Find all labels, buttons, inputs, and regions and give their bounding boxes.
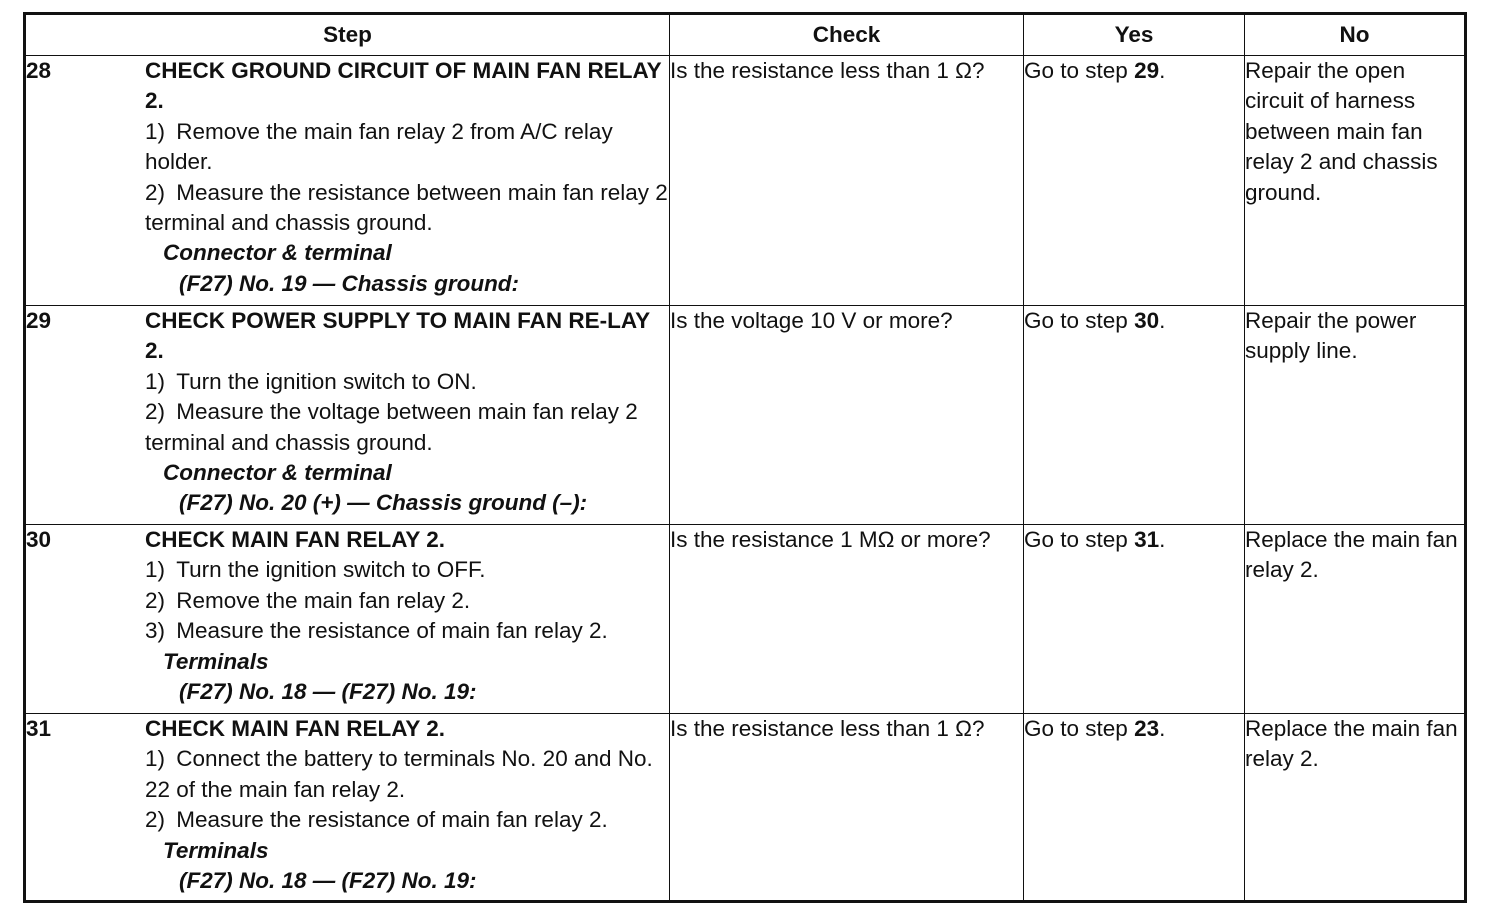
step-number: 29 bbox=[26, 308, 52, 333]
check-cell: Is the resistance less than 1 Ω? bbox=[670, 714, 1024, 902]
step-instruction: 1) Remove the main fan relay 2 from A/C relay holder. bbox=[145, 118, 613, 175]
check-cell: Is the resistance less than 1 Ω? bbox=[670, 56, 1024, 306]
no-cell: Replace the main fan relay 2. bbox=[1245, 714, 1466, 902]
yes-cell bbox=[1024, 56, 1245, 306]
diagnostic-table bbox=[23, 12, 1467, 903]
step-instruction: 1) Connect the battery to terminals No. 20 and No. 22 of the main fan relay 2. bbox=[145, 746, 653, 802]
table-row bbox=[25, 714, 1466, 902]
step-cell bbox=[25, 714, 670, 902]
connector-label: Connector & terminal bbox=[163, 460, 392, 486]
yes-step-link[interactable]: 23 bbox=[1134, 716, 1160, 741]
no-cell: Repair the open circuit of harness between main fan relay 2 and chassis ground. bbox=[1245, 56, 1466, 306]
step-number: 30 bbox=[26, 527, 52, 552]
step-cell bbox=[25, 306, 670, 525]
yes-suffix: . bbox=[1159, 58, 1166, 83]
step-cell bbox=[25, 56, 670, 306]
step-title: CHECK MAIN FAN RELAY 2. bbox=[145, 716, 446, 741]
step-title: CHECK MAIN FAN RELAY 2. bbox=[145, 527, 446, 552]
check-cell: Is the resistance 1 MΩ or more? bbox=[670, 525, 1024, 714]
yes-step-link[interactable]: 30 bbox=[1134, 308, 1160, 333]
step-instruction: 2) Measure the resistance of main fan relay 2. bbox=[145, 807, 608, 833]
connector-label: Connector & terminal bbox=[163, 240, 392, 266]
check-cell: Is the voltage 10 V or more? bbox=[670, 306, 1024, 525]
table-row bbox=[25, 56, 1466, 306]
yes-cell bbox=[1024, 525, 1245, 714]
connector-value: (F27) No. 19 — Chassis ground: bbox=[179, 270, 520, 296]
step-instruction: 2) Measure the voltage between main fan relay 2 terminal and chassis ground. bbox=[145, 399, 638, 455]
step-number: 31 bbox=[26, 716, 52, 741]
yes-cell bbox=[1024, 714, 1245, 902]
no-cell: Repair the power supply line. bbox=[1245, 306, 1466, 525]
yes-prefix: Go to step bbox=[1024, 527, 1135, 552]
yes-step-link[interactable]: 31 bbox=[1134, 527, 1160, 552]
step-instruction: 1) Turn the ignition switch to ON. bbox=[145, 368, 477, 394]
yes-suffix: . bbox=[1159, 716, 1166, 741]
yes-suffix: . bbox=[1159, 527, 1166, 552]
terminals-value: (F27) No. 18 — (F27) No. 19: bbox=[179, 868, 477, 894]
step-instruction: 2) Remove the main fan relay 2. bbox=[145, 587, 471, 613]
yes-step-link[interactable]: 29 bbox=[1134, 58, 1160, 83]
header-row bbox=[25, 14, 1466, 56]
step-instruction: 3) Measure the resistance of main fan relay 2. bbox=[145, 618, 608, 644]
terminals-value: (F27) No. 18 — (F27) No. 19: bbox=[179, 679, 477, 705]
terminals-label: Terminals bbox=[163, 648, 269, 674]
table-row bbox=[25, 306, 1466, 525]
step-instruction: 1) Turn the ignition switch to OFF. bbox=[145, 557, 486, 583]
step-cell bbox=[25, 525, 670, 714]
yes-prefix: Go to step bbox=[1024, 58, 1135, 83]
yes-suffix: . bbox=[1159, 308, 1166, 333]
connector-value: (F27) No. 20 (+) — Chassis ground (–): bbox=[179, 490, 588, 516]
yes-prefix: Go to step bbox=[1024, 716, 1135, 741]
step-instruction: 2) Measure the resistance between main fan relay 2 terminal and chassis ground. bbox=[145, 179, 668, 236]
header-step: Step bbox=[25, 14, 670, 56]
yes-prefix: Go to step bbox=[1024, 308, 1135, 333]
step-title: CHECK POWER SUPPLY TO MAIN FAN RE-LAY 2. bbox=[145, 308, 650, 364]
yes-cell bbox=[1024, 306, 1245, 525]
header-yes: Yes bbox=[1024, 14, 1245, 56]
terminals-label: Terminals bbox=[163, 837, 269, 863]
step-number: 28 bbox=[26, 58, 52, 83]
step-title: CHECK GROUND CIRCUIT OF MAIN FAN RELAY 2. bbox=[145, 58, 662, 114]
table-row bbox=[25, 525, 1466, 714]
header-check: Check bbox=[670, 14, 1024, 56]
header-no: No bbox=[1245, 14, 1466, 56]
no-cell: Replace the main fan relay 2. bbox=[1245, 525, 1466, 714]
